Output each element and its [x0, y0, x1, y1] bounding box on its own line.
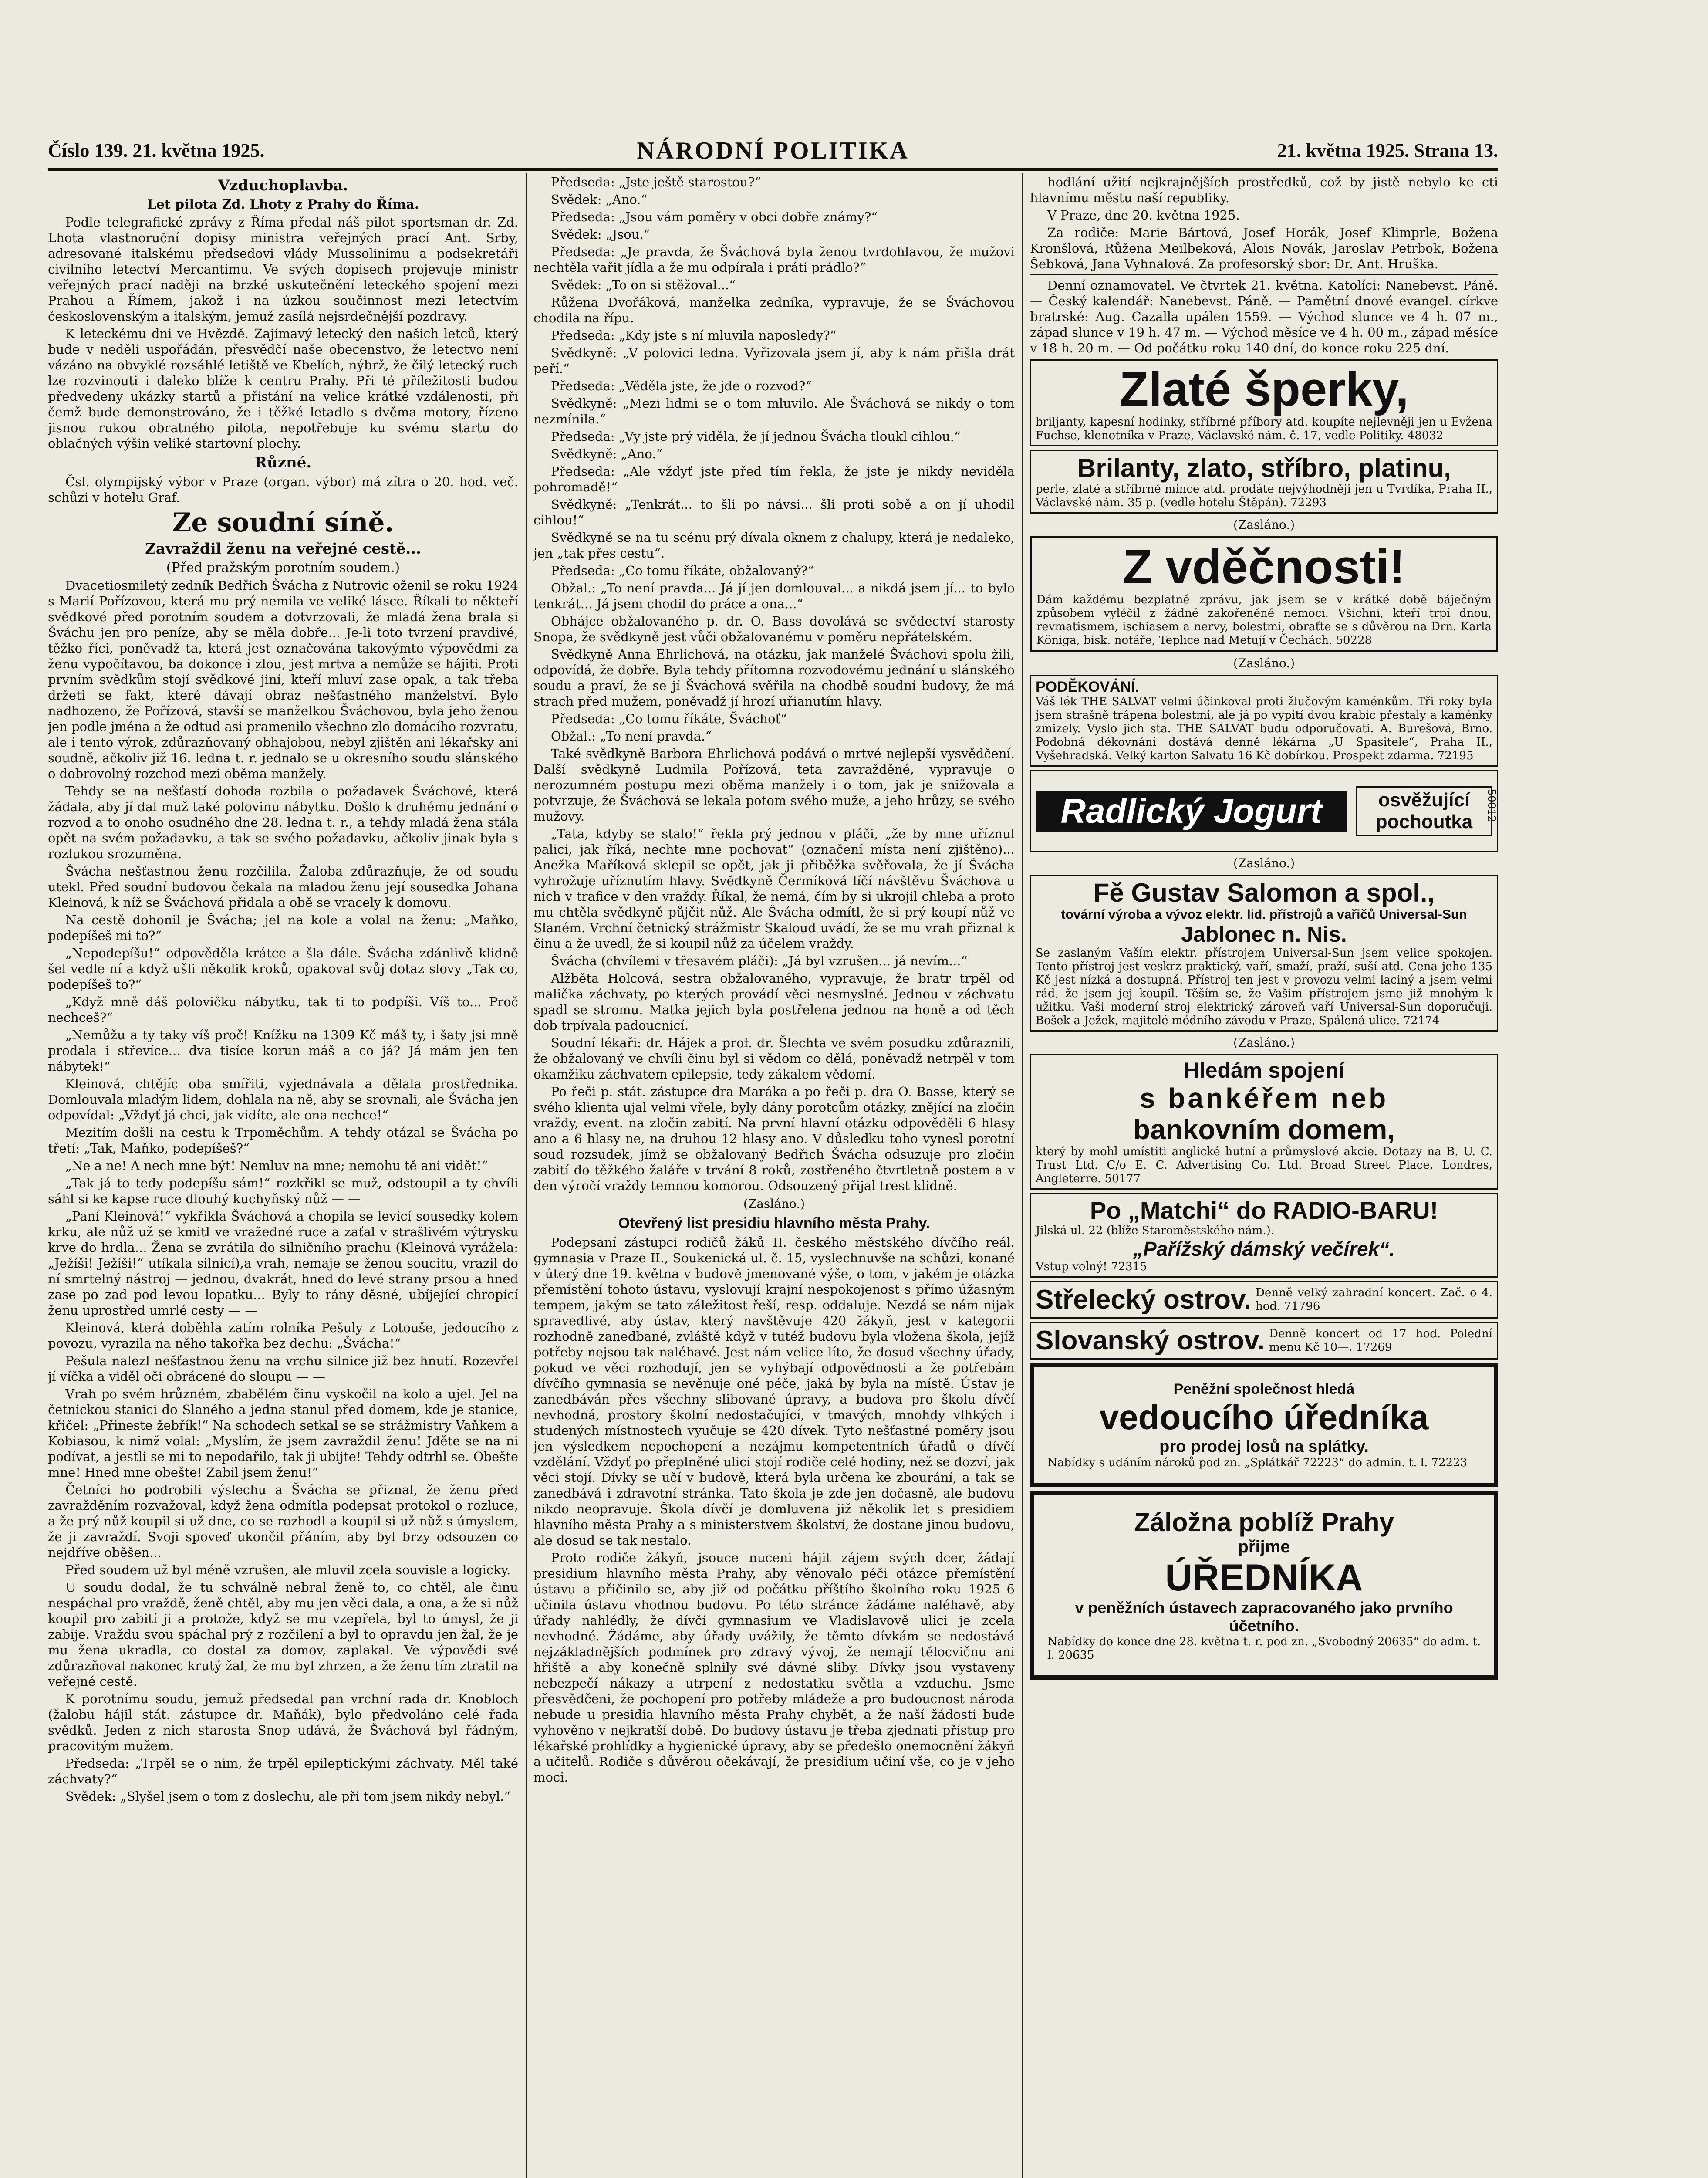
ad-strelecky-ostrov: [1030, 1281, 1498, 1319]
ad-body: Nabídky s udáním nároků pod zn. „Splátkář 72223“ do admin. t. l. 72223: [1047, 1456, 1468, 1469]
ad-subheadline: „Pařížský dámský večírek“.: [1133, 1238, 1395, 1260]
ad-bank-connection: [1030, 1054, 1498, 1190]
article-paragraph: Za rodiče: Marie Bártová, Josef Horák, Josef Klimprle, Božena Kronšlová, Růžena Meilbeková, Alois Novák, Jaroslav Petrbok, Božena Šebková, Jana Vyhnalová. Za profesorský sbor: Dr. Ant. Hruška.: [1030, 225, 1498, 271]
article-paragraph: Kleinová, která doběhla zatím rolníka Pešuly z Lotouše, jedoucího z povozu, vyrazila na něho takořka bez dechu: „Švácha!“: [48, 1320, 518, 1351]
section-heading-aviation: Vzduchoplavba.: [218, 177, 348, 194]
dialogue-line: Svědkyně: „Ano.“: [551, 446, 663, 461]
dialogue-line: Předseda: „Věděla jste, že jde o rozvod?“: [551, 379, 812, 393]
dialogue-line: Švácha (chvílemi v třesavém pláči): „Já byl vzrušen... já nevím...“: [551, 954, 968, 968]
ad-code: 50012: [1485, 789, 1498, 822]
dialogue-line: Svědkyně: „Mezi lidmi se o tom mluvilo. Ale Šváchová se nikdy o tom nezmínila.“: [533, 396, 1015, 426]
page-header: [48, 139, 1498, 166]
sent-in-label: (Zasláno.): [1233, 517, 1295, 532]
dialogue-line: Předseda: „Co tomu říkáte, Šváchoť“: [551, 711, 787, 726]
article-paragraph: „Nemůžu a ty taky víš proč! Knížku na 1309 Kč máš ty, i šaty jsi mně prodala i střevíce... dva tisíce korun máš a co já? Já mám jen ten nábytek!“: [48, 1028, 518, 1074]
ad-savings-bank: [1030, 1491, 1498, 1680]
ad-headline: PODĚKOVÁNÍ.: [1036, 679, 1140, 695]
ad-headline: Z vděčnosti!: [1123, 540, 1405, 594]
article-paragraph: Také svědkyně Barbora Ehrlichová podává o mrtvé nejlepší vysvědčení. Další svědkyně Ludmila Pořízová, teta zavražděné, vypravuje o nerozumném postupu mezi oběma manžely i o tom, jak je snižovala a potvrzuje, že Šváchová se lekala potom svého muže, a jeho hrůzy, se svého mužovy.: [533, 746, 1015, 824]
column-1: [48, 174, 518, 2178]
ad-body: briljanty, kapesní hodinky, stříbrné příbory atd. koupíte nejlevněji jen u Evžena Fuchse, klenotníka v Praze, Václavské nám. č. 17, vedle Politiky. 48032: [1036, 416, 1492, 442]
ad-subheadline: ÚŘEDNÍKA: [1165, 1557, 1363, 1599]
ad-yogurt: [1030, 770, 1498, 852]
column-divider-1: [526, 173, 527, 2178]
article-paragraph: Dvacetiosmiletý zedník Bedřich Švácha z Nutrovic oženil se roku 1924 s Marií Pořízovou, která mu prý nemila ve veliké lásce. Říkali to někteří svědkové před porotním soudem a dotvrzovali, že mladá žena brala si Šváchu jen pro peníze, aby se měla dobře... Je-li toto tvrzení pravdivé, těžko říci, poněvadž ta, která jest označována takovýmto výpovědmi za ženu vypočítavou, ba dokonce i zlou, jest mrtva a nemůže se hájiti. Proti prvním svědkům stojí svědkové jiní, kteří mluví zase opak, a tak třeba držeti se fakt, které dávají obraz nešťastného manželství. Bylo nadhozeno, že Pořízová, stavší se manželkou Šváchovou, byla jeho ženou jen podle jména a že odtud asi pramenilo všechno zlo domácího rozvratu, ale i tento výrok, zdůrazňovaný obhajobou, nebyl zjištěn ani lékařsky ani soudně, ačkoliv již 16. ledna t. r. jednalo se u okresního soudu slánského o dobrovolný rozchod mezi oběma manžely.: [48, 578, 518, 781]
masthead-title: NÁRODNÍ POLITIKA: [637, 137, 909, 164]
article-paragraph: Tehdy se na nešťastí dohoda rozbila o požadavek Šváchové, která žádala, aby jí dal muž také polovinu nábytku. Došlo k druhému jednání o rozvod a to onoho osudného dne 28. ledna t. r., a tehdy mladá žena stála opět na svém požadavku, a tak se svého požadavku, ačkoliv jinak byla s rozlukou srozuměna.: [48, 784, 518, 861]
ad-subheadline: bankovním domem,: [1133, 1114, 1395, 1145]
article-paragraph: Švácha nešťastnou ženu rozčilila. Žaloba zdůrazňuje, že od soudu utekl. Před soudní budovou čekala na mladou ženu její sousedka Johana Kleinová, k níž se Šváchová přidala a obě se vracely k domovu.: [48, 864, 518, 910]
dialogue-line: Předseda: „Kdy jste s ní mluvila naposledy?“: [551, 328, 837, 343]
dialogue-line: Předseda: „Jste ještě starostou?“: [551, 175, 761, 189]
ad-head-clerk: [1030, 1363, 1498, 1487]
header-rule: [48, 168, 1498, 171]
ad-headline: Hledám spojení: [1183, 1058, 1345, 1082]
article-paragraph: „Ne a ne! A nech mne být! Nemluv na mne; nemohu tě ani vidět!“: [65, 1158, 488, 1173]
ad-body: Nabídky do konce dne 28. května t. r. pod zn. „Svobodný 20635“ do adm. t. l. 20635: [1047, 1635, 1481, 1662]
ad-body: v peněžních ústavech zapracovaného jako prvního účetního.: [1075, 1599, 1453, 1635]
ad-headline: Peněžní společnost hledá: [1173, 1381, 1355, 1397]
section-heading-misc: Různé.: [254, 454, 312, 471]
daily-notice: Denní oznamovatel. Ve čtvrtek 21. května. Katolíci: Nanebevst. Páně. — Český kalendář: Nanebevst. Páně. — Pamětní dnové evangel. církve bratrské: Aug. Cazalla upálen 1559. — Východ slunce ve 4 h. 07 m., západ slunce v 19 h. 47 m. — Východ měsíce ve 4 h. 00 m., západ měsíce v 18 h. 20 m. — Od počátku roku 140 dní, do konce roku 225 dní.: [1030, 274, 1498, 356]
article-paragraph: „Nepodepíšu!“ odpověděla krátce a šla dále. Švácha zdánlivě klidně šel vedle ní a když ušli několik kroků, opakoval svůj dotaz slovy „Tak co, podepíšeš to?“: [48, 946, 518, 992]
article-paragraph: Obhájce obžalovaného p. dr. O. Bass dovolává se svědectví starosty Snopa, že svědkyně jest vůči obžalovanému v poměru nepřátelském.: [533, 614, 1015, 644]
article-paragraph: V Praze, dne 20. května 1925.: [1047, 208, 1240, 223]
article-paragraph: Po řeči p. stát. zástupce dra Maráka a po řeči p. dra O. Basse, který se svého klienta ujal velmi vřele, byly dány porotcům otázky, znějící na zločin vraždy, event. na zločin zabití. Na první hlavní otázku odpověděli 6 hlasy ano a 6 hlasy ne, na druhou 12 hlasy ano. V důsledku toho vynesl porotní soud rozsudek, jímž se obžalovaný Bedřich Švácha odsuzuje pro zločin zabití do těžkého žaláře v trvání 8 roků, zostřeného čtvrtletně postem a v den výročí vraždy temnou komorou. Odsouzený přijal trest klidně.: [533, 1084, 1015, 1193]
article-paragraph: K leteckému dni ve Hvězdě. Zajímavý letecký den našich letců, který bude v neděli uspořádán, přesvědčí naše obecenstvo, že letectvo není vázáno na obvyklé rozsáhlé letiště ve Kbelích, nýbrž, že čilý letecký ruch lze rozvinouti i daleko blíže k centru Prahy. Při té příležitosti budou předvedeny ukázky startů a přistání na velice krátké vzdálenosti, při čemž bude demonstrováno, že i těžké letadlo s dvěma motory, řízeno jisnou rukou obratného pilota, nepotřebuje ku svému startu do oblačných výšin veliké startovní plochy.: [48, 326, 518, 451]
ad-body: Se zaslaným Vaším elektr. přístrojem Universal-Sun jsem velice spokojen. Tento přístroj jest veskrz praktický, vaří, smaží, praží, suší atd. Cena jeho 135 Kč jest nízká a dostupná. Přístroj ten jest v provozu velmi laciný a jsem velmi rád, že jsem jej koupil. Těším se, že Vašim přístrojem jsme již mnohým k užitku. Vaši moderní stroj elektrický zároveň vaří Universal-Sun doporučuji. Bošek a Ježek, majitelé módního závodu v Praze, Spálená ulice. 72174: [1036, 947, 1492, 1027]
ad-diamonds: [1030, 450, 1498, 514]
dialogue-line: Svědek: „Jsou.“: [551, 227, 650, 242]
dialogue-line: Svědek: „Ano.“: [551, 192, 648, 207]
article-paragraph: U soudu dodal, že tu schválně nebral ženě to, co chtěl, ale činu nespáchal pro vraždě, ženě chtěl, aby mu jen věci dala, a ona, a že si nůž koupil pro zabití ji a protože, když se mu vzepřela, byl to úmysl, že ji zabije. Vraždu svou spáchal prý z rozčilení a byl to opravdu jen žal, že je mu žena ukradla, co dostal za domov, zaplakal. Ve výpovědi své zdůrazňoval nakonec krutý žal, že mu byl zhrzen, a že ženu tím ztratil na veřejné cestě.: [48, 1580, 518, 1689]
article-paragraph: Předseda: „Trpěl se o nim, že trpěl epileptickými záchvaty. Měl také záchvaty?“: [48, 1756, 518, 1786]
page-number: 21. května 1925. Strana 13.: [1277, 140, 1498, 161]
ad-headline: Radlický Jogurt: [1036, 791, 1347, 832]
ad-gratitude: [1030, 536, 1498, 652]
article-paragraph: Vrah po svém hrůzném, zbabělém činu vyskočil na kolo a ujel. Jel na četnickou stanici do Slaného a jedna stanul před domem, kde je stanice, křičel: „Přineste žebřík!“ Na schodech setkal se se strážmistry Vaňkem a Kobiasou, k nimž volal: „Myslím, že jsem zavraždil ženu! Jděte se na ni podívat, a jestli se mi to nepodařilo, tak ji ubijte! Tehdy odtrhl se. Obešte mne! Hned mne obešte! Zabil jsem ženu!“: [48, 1387, 518, 1480]
ad-body: Denně velký zahradní koncert. Zač. o 4. hod. 71796: [1256, 1286, 1492, 1313]
article-paragraph: Četníci ho podrobili výslechu a Švácha se přiznal, že ženu před zavražděním rozvažoval, když žena odmítla podepsat protokol o rozluce, a že prý nůž koupil si už dne, co se rozhodl a koupil si už nůž s úmyslem, že ji zavraždí. Svoji spoveď ukončil přáním, aby byl brzy odsouzen co nejdříve oběšen...: [48, 1482, 518, 1560]
ad-subheadline: přijme: [1238, 1537, 1290, 1556]
ad-headline: Po „Matchi“ do RADIO-BARU!: [1090, 1197, 1438, 1224]
article-paragraph: Čsl. olympijský výbor v Praze (organ. výbor) má zítra o 20. hod. več. schůzi v hotelu Graf.: [48, 474, 518, 505]
article-paragraph: Soudní lékaři: dr. Hájek a prof. dr. Šlechta ve svém posudku zdůraznili, že obžalovaný ve chvíli činu byl si vědom co dělá, poněvadž netrpěl v tom okamžiku záchvatem epilepsie, tedy zákalem vědomí.: [533, 1035, 1015, 1082]
dialogue-line: Předseda: „Jsou vám poměry v obci dobře známy?“: [551, 210, 878, 224]
article-title-flight: Let pilota Zd. Lhoty z Prahy do Říma.: [147, 197, 419, 212]
sent-in-label: (Zasláno.): [1233, 1035, 1295, 1050]
article-paragraph: Proto rodiče žákyň, jsouce nuceni hájit zájem svých dcer, žádají presidium hlavního města Prahy, aby věnovalo péči otázce přemístění ústavu a přičinilo se, aby již od počátku příštího školního roku 1925–6 učinila ústavu vhodnou budovu. Po této stránce žádáme naléhavě, aby úřady nahlédly, že dívčí gymnasium ve Vladislavově ulici je zcela nevhodné. Žádáme, aby úřady uvážily, že těmto dívkám se nedostává nejzákladnějších podmínek pro zdravý vývoj, že nemají tělocvičnu ani hřiště a aby konečně splnily své dávné sliby. Dívky jsou vystaveny nebezpečí nákazy a utrpení z nedostatku světla a vzduchu. Jsme přesvědčeni, že pochopení pro potřeby mládeže a pro budoucnost národa nebude u presidia hlavního města Prahy chybět, a že naší žádosti bude vyhověno v nejkratší době. Do budovy ústavu je třeba zjednati přístup pro lékařské prohlídky a hygienické úpravy, aby se předešlo onemocnění žákyň a učitelů. Rodiče s důvěrou očekávají, že presidium učiní vše, co je v jeho moci.: [533, 1550, 1015, 1785]
column-3: [1030, 174, 1498, 2178]
article-paragraph: Podle telegrafické zprávy z Říma předal náš pilot sportsman dr. Zd. Lhota vlastnoruční dopisy ministra veřejných prací Ant. Srby, adresované italskému předsedovi vlády Mussolinimu a podsekretáři civilního letectví Mercantimu. Ve svých dopisech projevuje ministr veřejných prací naději na brzké uskutečnění leteckého spojení mezi Prahou a Římem, jakož i na úzkou součinnost mezi letectvím československým a italským, jemuž zasílá nejsrdečnější pozdravy.: [48, 215, 518, 324]
article-paragraph: K porotnímu soudu, jemuž předsedal pan vrchní rada dr. Knobloch (žalobu hájil stát. zástupce dr. Maňák), bylo předvoláno celé řada svědků. Jeden z nich starosta Snop udává, že Šváchová byl řádným, pracovitým mužem.: [48, 1691, 518, 1753]
dialogue-line: Předseda: „Je pravda, že Šváchová byla ženou tvrdohlavou, že mužovi nechtěla vařit jídla a že mu odpírala i práti prádlo?“: [533, 244, 1015, 275]
ad-salomon: [1030, 875, 1498, 1032]
article-paragraph: „Paní Kleinová!“ vykřikla Šváchová a chopila se levicí sousedky kolem krku, ale nůž už se kmitl ve vražedné ruce a zaťal v strašlivém výtrysku krve do hrdla... Žena se zvrátila do silničního prachu (Kleinová vyrážela: „Ježíši! Ježíši!“ utíkala silnicí),a vrah, nemaje se ženou soucitu, vrazil do ní smrtelný nástroj — jednou, dvakrát, hned do levé strany prsou a hned zase po zad pod levou lopatku... Byly to rány děsné, ubíjející chropící ženu uprostřed umrlé cesty — —: [48, 1209, 518, 1318]
article-paragraph: Alžběta Holcová, sestra obžalovaného, vypravuje, že bratr trpěl od malička záchvaty, po kterých provádí věci nesmyslné. Jednou v záchvatu spadl se stromu. Matka jejich byla postřelena jednou na honě a od těch dob trpívala padoucnicí.: [533, 971, 1015, 1033]
issue-number: Číslo 139. 21. května 1925.: [48, 140, 265, 161]
ad-slovansky-ostrov: [1030, 1322, 1498, 1360]
article-paragraph: Růžena Dvořáková, manželka zedníka, vypravuje, že se Šváchovou chodila na řípu.: [533, 295, 1015, 325]
ad-headline: Střelecký ostrov.: [1036, 1285, 1252, 1315]
article-paragraph: Kleinová, chtějíc oba smířiti, vyjednávala a dělala prostřednika. Domlouvala mladým lidem, dohlala na ně, aby se srovnali, ale Švácha jen odpovídal: „Vždyť já chci, jak vidíte, ale ona nechce!“: [48, 1076, 518, 1123]
ad-location: Jablonec n. Nis.: [1181, 922, 1347, 947]
article-paragraph: Na cestě dohonil je Švácha; jel na kole a volal na ženu: „Maňko, podepíšeš mi to?“: [48, 913, 518, 943]
article-paragraph: „Tak já to tedy podepíšu sám!“ rozkřikl se muž, odstoupil a ty chvíli sáhl si ke kapse ruce dlouhý kuchyňský nůž — —: [48, 1176, 518, 1206]
ad-subheadline: vedoucího úředníka: [1099, 1398, 1429, 1437]
article-paragraph: „Když mně dáš polovičku nábytku, tak ti to podpíši. Víš to... Proč nechceš?“: [48, 994, 518, 1025]
dialogue-line: Obžal.: „To není pravda... Já jí jen domlouval... a nikdá jsem jí... to bylo tenkrát... Já jsem chodil do práce a ona...“: [533, 581, 1015, 611]
article-paragraph: Mezitím došli na cestu k Trpoměchům. A tehdy otázal se Švácha po třetí: „Tak, Maňko, podepíšeš?“: [48, 1125, 518, 1156]
dialogue-line: Předseda: „Co tomu říkáte, obžalovaný?“: [551, 563, 814, 578]
article-paragraph: hodlání užití nejkrajnějších prostředků, což by jistě nebylo ke cti hlavnímu městu naší republiky.: [1030, 175, 1498, 205]
article-paragraph: Podepsaní zástupci rodičů žáků II. českého městského dívčího reál. gymnasia v Praze II., Soukenická ul. č. 15, vyslechnuvše na schůzi, konané v úterý dne 19. května v budově jmenované výše, o tom, v jakém je otázka přemístění tohoto ústavu, vyslovují krajní nespokojenost s přímo úžasným tempem, jakým se tato záležitost řeší, resp. oddaluje. Nezdá se nám nijak spravedlivé, aby ústav, který navštěvuje 420 žákyň, jest v kategorii rozhodně zanedbané, zvláště když v tutéž budovu byla vložena škola, jejíž potřeby nejsou tak naléhavé. Jest nám velice líto, že dosud všechny úřady, pokud ve věci rozhodují, jen se vyhýbají odpovědnosti a že potřebám dívčího gymnasia se nevěnuje oné péče, jaká by byla na místě. Ústav je zanedbáván přes všechny slibované úpravy, a budova pro školu dívčí nevhodná, prostory školní nedostačující, v tmavých, mnohdy vlhkých i studených místnostech vyučuje se 420 dívek. Tyto nešťastné poměry jsou jen výsledkem nepochopení a nezájmu kompetentních úřadů o dívčí vzdělání. Vždyť po přeplněné ulici stojí rodiče celé hodiny, než se dozví, jak věci stojí. Dívky se učí v budově, která byla určena ke zbourání, a tak se zanedbává i zdravotní stránka. Tato škola je zde jen dočasně, ale budovu nikdo neopravuje. Škola dívčí je domluvena již několik let s presidiem hlavního města Prahy a s ministerstvem školství, že dostane jinou budovu, ale dosud se tak nestalo.: [533, 1235, 1015, 1548]
ad-body: Vstup volný! 72315: [1036, 1260, 1147, 1273]
column-2: [533, 174, 1015, 2178]
ad-subheadline: s bankéřem neb: [1139, 1082, 1389, 1114]
ad-body: který by mohl umístiti anglické hutní a průmyslové akcie. Dotazy na B. U. C. Trust Ltd. C/o E. C. Advertising Co. Ltd. Broad Street Place, Londres, Angleterre. 50177: [1036, 1145, 1492, 1185]
ad-headline: Slovanský ostrov.: [1036, 1326, 1265, 1356]
column-divider-2: [1022, 173, 1023, 2178]
sent-in-label: (Zasláno.): [743, 1197, 805, 1211]
dialogue-line: Svědek: „To on si stěžoval...“: [551, 277, 736, 292]
ad-subheadline: pro prodej losů na splátky.: [1159, 1437, 1369, 1456]
ad-headline: Brilanty, zlato, stříbro, platinu,: [1077, 453, 1451, 483]
ad-headline: Záložna poblíž Prahy: [1134, 1508, 1394, 1537]
ad-thanks-salvat: [1030, 675, 1498, 767]
dialogue-line: Předseda: „Ale vždyť jste před tím řekla, že jste je nikdy neviděla pohromadě!“: [533, 464, 1015, 494]
ad-body: perle, zlaté a stříbrné mince atd. prodáte nejvýhodněji jen u Tvrdíka, Praha II., Václavské nám. 35 p. (vedle hotelu Štěpán). 72293: [1036, 483, 1492, 509]
ad-body: Denně koncert od 17 hod. Polední menu Kč 10—. 17269: [1269, 1327, 1492, 1354]
ad-body: Váš lék THE SALVAT velmi účinkoval proti žlučovým kaménkům. Tři roky byla jsem strašně trápena bolestmi, ale já po vypití dvou krabic přestaly a kaménky zmizely. Vyslo jich sta. THE SALVAT budu odporučovati. A. Burešová, Brno. Podobná děkovnání dostává denně lékárna „U Spasitele“, Praha II., Vyšehradská. Velký karton Salvatu 16 Kč dobírkou. Prospekt zdarma. 72195: [1036, 695, 1492, 762]
article-paragraph: Pešula nalezl nešťastnou ženu na vrchu silnice již bez hnutí. Rozevřel jí víčka a viděl oči obrácené do sloupu — —: [48, 1353, 518, 1384]
ad-gold-jewelry: [1030, 359, 1498, 446]
ad-subheadline: tovární výroba a vývoz elektr. lid. přístrojů a vařičů Universal-Sun: [1061, 907, 1467, 922]
article-paragraph: Svědek: „Slyšel jsem o tom z doslechu, ale při tom jsem nikdy nebyl.“: [65, 1789, 511, 1804]
ad-body: Jilská ul. 22 (blíže Staroměstského nám.).: [1036, 1224, 1275, 1237]
article-subtitle: (Před pražským porotním soudem.): [166, 560, 400, 575]
article-title-open-letter: Otevřený list presidiu hlavního města Prahy.: [618, 1215, 930, 1231]
dialogue-line: Svědkyně: „Tenkrát... to šli po návsi... šli proti sobě a on jí uhodil cihlou!“: [533, 497, 1015, 528]
sent-in-label: (Zasláno.): [1233, 856, 1295, 870]
article-paragraph: Svědkyně se na tu scénu prý dívala oknem z chalupy, která je nedaleko, jen „tak přes cestu“.: [533, 530, 1015, 561]
section-heading-court: Ze soudní síně.: [172, 507, 394, 538]
dialogue-line: Obžal.: „To není pravda.“: [551, 729, 712, 744]
dialogue-line: Předseda: „Vy jste prý viděla, že jí jednou Švácha tloukl cihlou.“: [551, 429, 961, 444]
article-paragraph: Svědkyně Anna Ehrlichová, na otázku, jak manželé Šváchovi spolu žili, odpovídá, že dobře. Byla tehdy přítomna rozvodovému jednání u slánského soudu a praví, že se jí Šváchová svěřila na chodbě soudní budovy, že má strach před mužem, poněvadž jí hrozí uřianutím hlavy.: [533, 647, 1015, 709]
ad-headline: Zlaté šperky,: [1119, 362, 1409, 416]
ad-body: Dám každému bezplatně zprávu, jak jsem se v krátké době báječným způsobem vyléčil z žádné zakořeněné nemoci. Všichni, kteří trpí dnou, revmatismem, ischiasem a nervy, bolestmi, obraťte se s důvěrou na Drn. Karla Königa, bisk. notáře, Teplice nad Metují v Čechách. 50228: [1036, 593, 1492, 647]
dialogue-line: Svědkyně: „V polovici ledna. Vyřizovala jsem jí, aby k nám přišla drát peří.“: [533, 345, 1015, 376]
sent-in-label: (Zasláno.): [1233, 656, 1295, 670]
article-title-murder: Zavraždil ženu na veřejné cestě...: [145, 540, 421, 558]
ad-headline: Fě Gustav Salomon a spol.,: [1093, 878, 1435, 907]
article-paragraph: „Tata, kdyby se stalo!“ řekla prý jednou v pláči, „že by mne uříznul palici, jak říká, nechte mne pochovat“ (označení místa není zjištěno)... Anežka Maříková sklepil se opět, jak ji přiběžka svěřovala, že jí Švácha vyhrožuje uříznutím hlavy. Svědkyně Čermíková líčí návštěvu Šváchova u nich v trafice v den vraždy. Říkal, že nemá, čím by si ukrojil chleba a proto mu chtěla svědkyně půjčit nůž. Ale Švácha odmítl, že si prý koupí nůž ve Slaném. Vrchní četnický strážmistr Skaloud uvádí, že se mu vrah přiznal k činu a že uvedl, že si koupil nůž za účelem vraždy.: [533, 826, 1015, 951]
ad-tagline: osvěžující pochoutka: [1356, 786, 1492, 836]
article-paragraph: Před soudem už byl méně vzrušen, ale mluvil zcela souvisle a logicky.: [65, 1562, 511, 1577]
ad-radio-bar: [1030, 1193, 1498, 1278]
